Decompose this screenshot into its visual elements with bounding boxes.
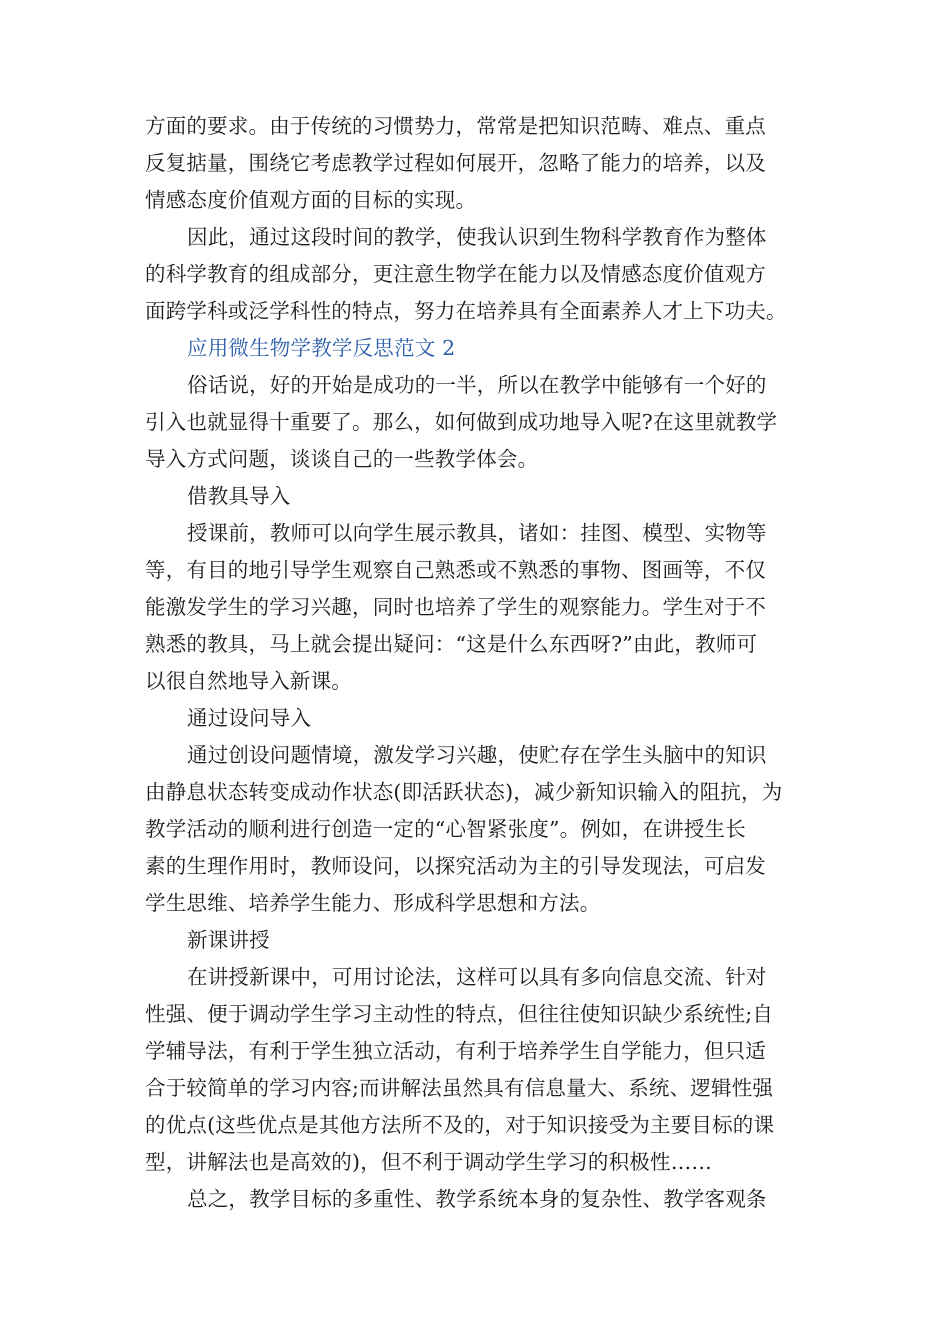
text-line: 总之，教学目标的多重性、教学系统本身的复杂性、教学客观条 — [187, 1187, 767, 1211]
text-line: 合于较简单的学习内容;而讲解法虽然具有信息量大、系统、逻辑性强 — [145, 1076, 774, 1100]
section-heading-link[interactable]: 应用微生物学教学反思范文 2 — [187, 336, 456, 360]
text-line: 以很自然地导入新课。 — [145, 669, 352, 693]
text-line: 等，有目的地引导学生观察自己熟悉或不熟悉的事物、图画等，不仅 — [145, 558, 766, 582]
text-line: 型，讲解法也是高效的)，但不利于调动学生学习的积极性…… — [145, 1150, 713, 1174]
text-line: 情感态度价值观方面的目标的实现。 — [145, 188, 477, 212]
text-line: 熟悉的教具，马上就会提出疑问：“这是什么东西呀?”由此，教师可 — [145, 632, 758, 656]
text-line: 反复掂量，围绕它考虑教学过程如何展开，忽略了能力的培养，以及 — [145, 151, 766, 175]
text-line: 通过创设问题情境，激发学习兴趣，使贮存在学生头脑中的知识 — [187, 743, 767, 767]
text-line: 授课前，教师可以向学生展示教具，诸如：挂图、模型、实物等 — [187, 521, 767, 545]
text-line: 面跨学科或泛学科性的特点，努力在培养具有全面素养人才上下功夫。 — [145, 299, 787, 323]
text-line: 的优点(这些优点是其他方法所不及的，对于知识接受为主要目标的课 — [145, 1113, 775, 1137]
text-line: 引入也就显得十重要了。那么，如何做到成功地导入呢?在这里就教学 — [145, 410, 778, 434]
text-line: 性强、便于调动学生学习主动性的特点，但往往使知识缺少系统性;自 — [145, 1002, 774, 1026]
text-line: 借教具导入 — [187, 484, 291, 508]
text-line: 通过设问导入 — [187, 706, 312, 730]
text-line: 方面的要求。由于传统的习惯势力，常常是把知识范畴、难点、重点 — [145, 114, 766, 138]
document-body — [145, 108, 835, 1218]
text-line: 能激发学生的学习兴趣，同时也培养了学生的观察能力。学生对于不 — [145, 595, 766, 619]
text-line: 俗话说，好的开始是成功的一半，所以在教学中能够有一个好的 — [187, 373, 767, 397]
text-line: 由静息状态转变成动作状态(即活跃状态)，减少新知识输入的阻抗，为 — [145, 780, 783, 804]
text-line: 新课讲授 — [187, 928, 270, 952]
text-line: 因此，通过这段时间的教学，使我认识到生物科学教育作为整体 — [187, 225, 767, 249]
text-line: 的科学教育的组成部分，更注意生物学在能力以及情感态度价值观方 — [145, 262, 766, 286]
text-line: 素的生理作用时，教师设问，以探究活动为主的引导发现法，可启发 — [145, 854, 766, 878]
text-line: 导入方式问题，谈谈自己的一些教学体会。 — [145, 447, 539, 471]
text-line: 在讲授新课中，可用讨论法，这样可以具有多向信息交流、针对 — [187, 965, 767, 989]
text-line: 学生思维、培养学生能力、形成科学思想和方法。 — [145, 891, 601, 915]
text-line: 教学活动的顺利进行创造一定的“心智紧张度”。例如，在讲授生长 — [145, 817, 746, 841]
text-line: 学辅导法，有利于学生独立活动，有利于培养学生自学能力，但只适 — [145, 1039, 766, 1063]
